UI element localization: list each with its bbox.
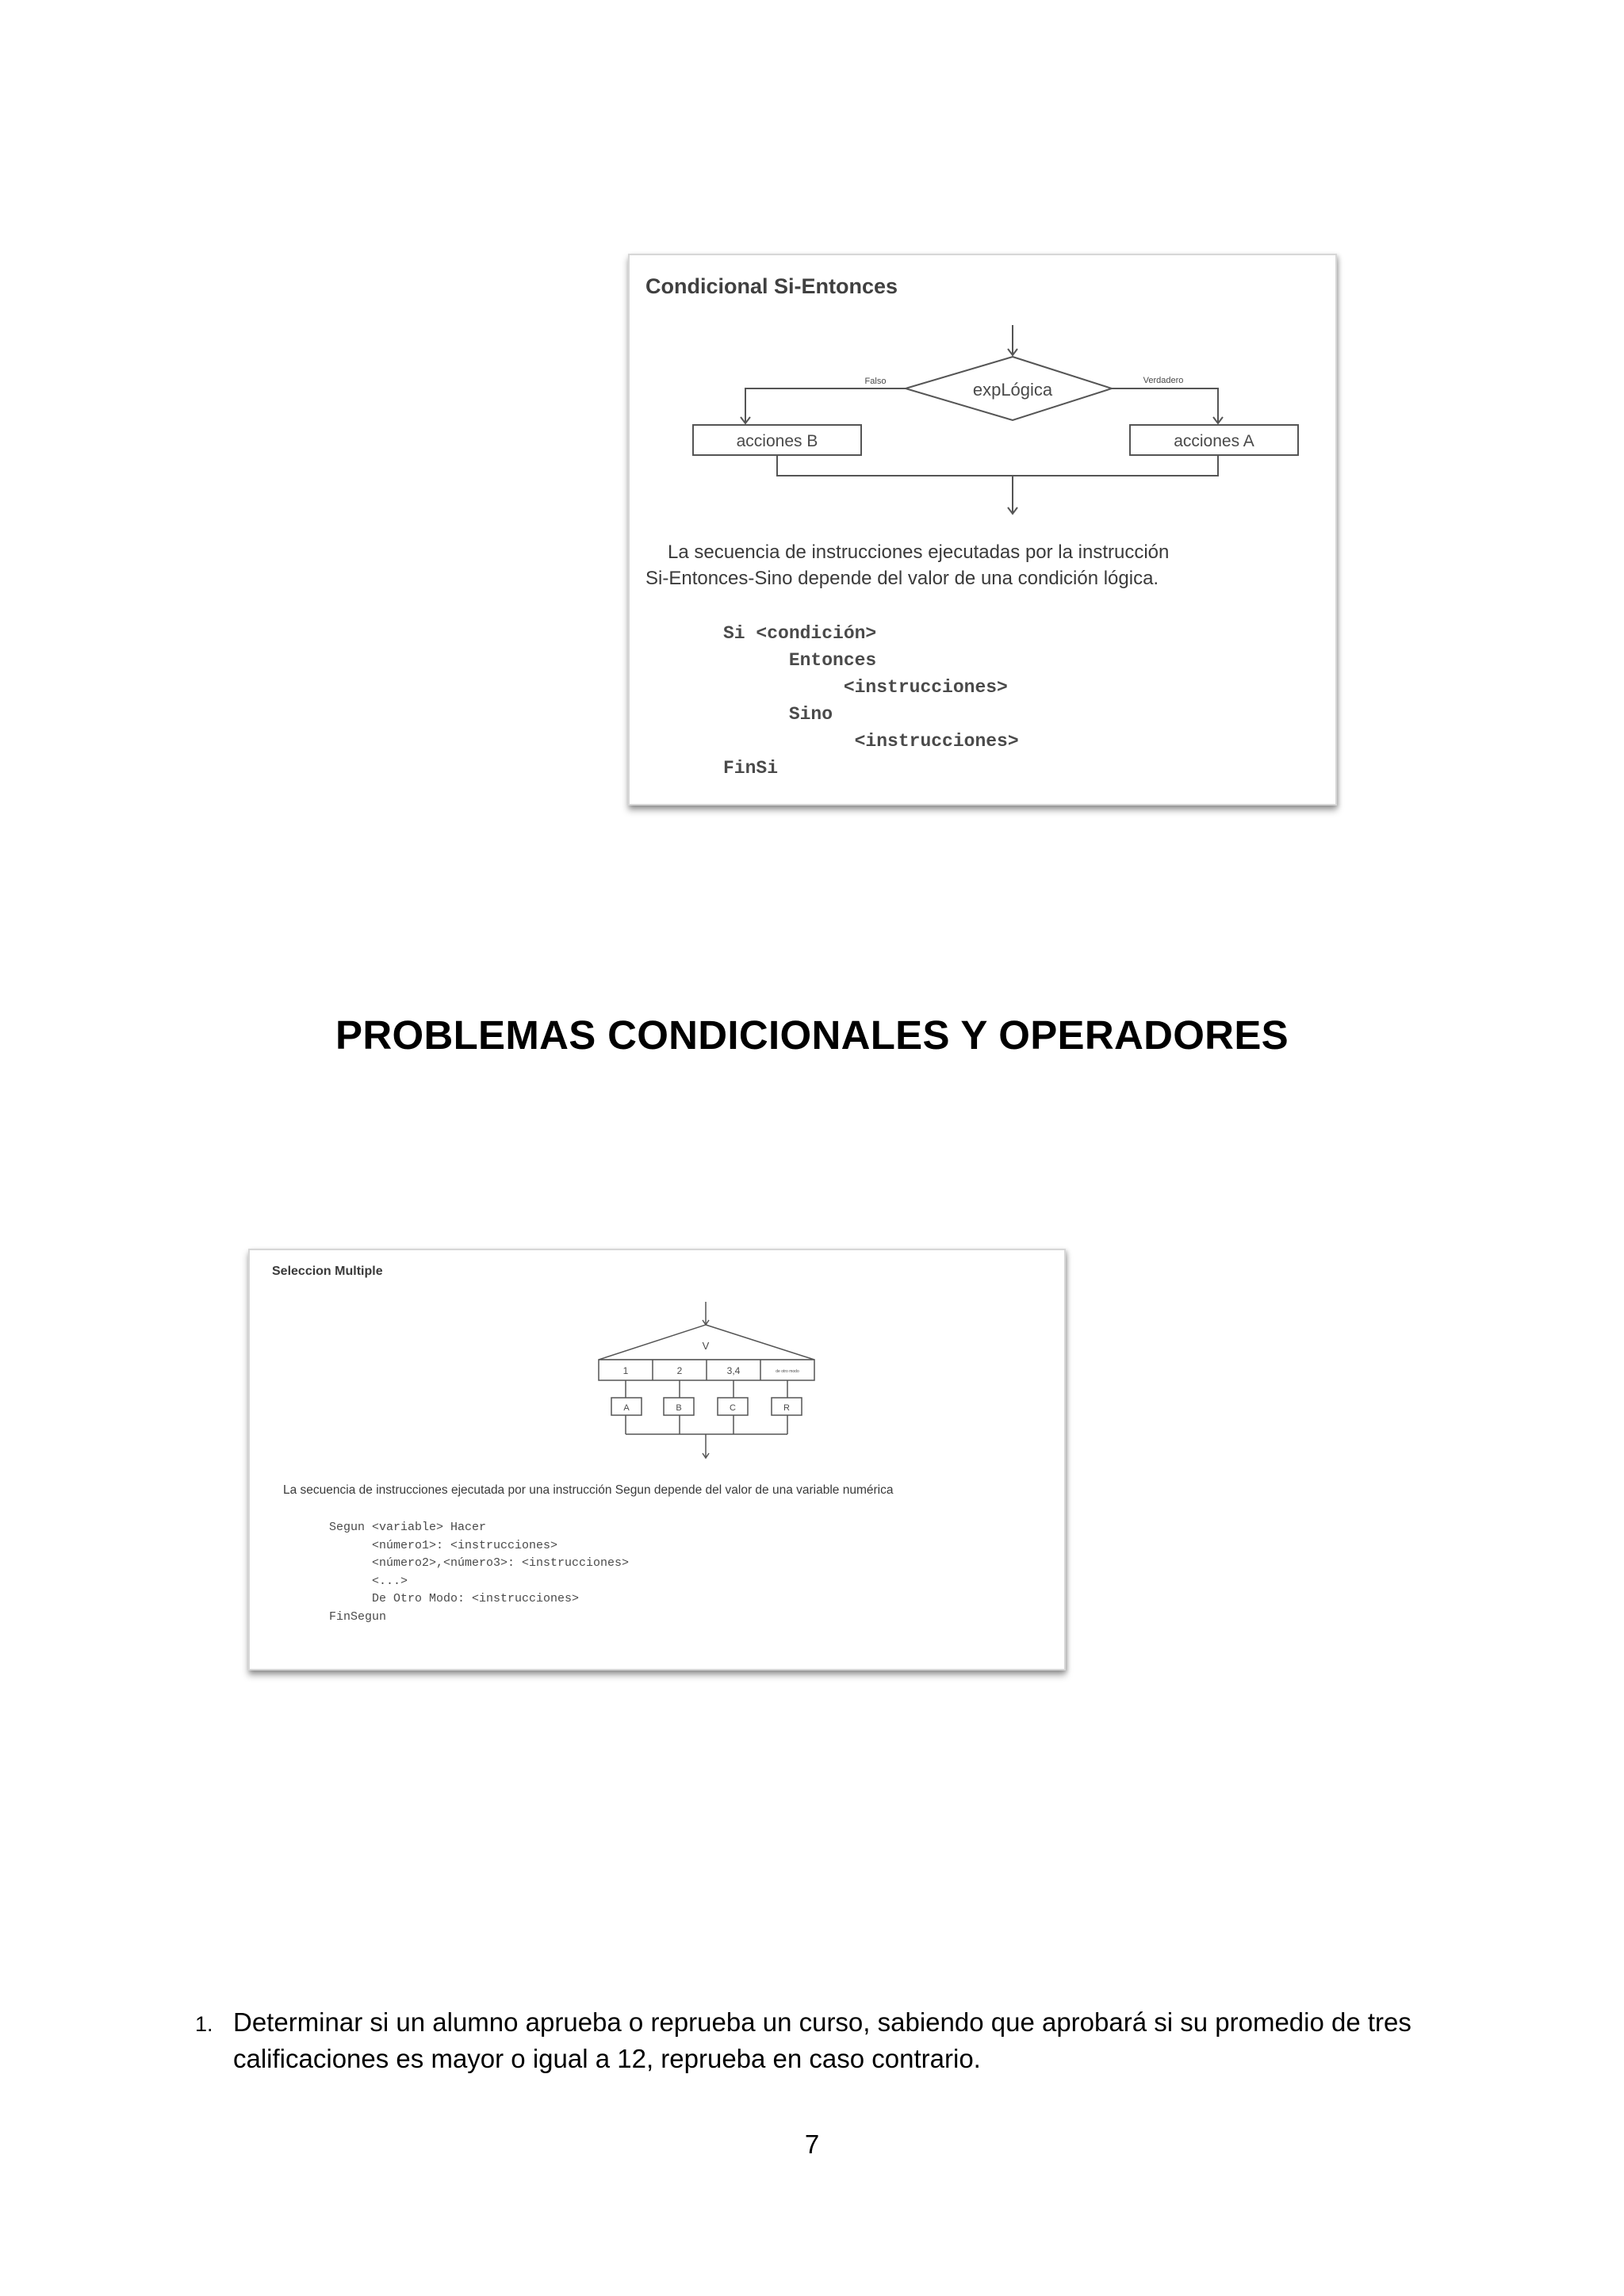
action-a-label: acciones A <box>1174 432 1254 450</box>
slide-description <box>645 539 1296 591</box>
condition-label: expLógica <box>972 380 1053 400</box>
slide-seleccion-multiple <box>248 1249 1066 1670</box>
slide-title: Condicional Si-Entonces <box>645 274 898 298</box>
pseudocode-block: Segun <variable> Hacer <número1>: <instrucciones> <número2>,<número3>: <instrucciones> <...> De Otro Modo: <instrucciones> FinSegun <box>329 1521 630 1624</box>
variable-label: V <box>702 1340 710 1352</box>
problem-list <box>195 2004 1432 2077</box>
action-label: R <box>783 1403 790 1413</box>
description-line-1: La secuencia de instrucciones ejecutadas por la instrucción <box>668 541 1170 563</box>
slide-description: La secuencia de instrucciones ejecutada por una instrucción Segun depende del valor de una variable numérica <box>283 1483 894 1497</box>
description-line-2: Si-Entonces-Sino depende del valor de una condición lógica. <box>645 568 1159 589</box>
slide-title: Seleccion Multiple <box>272 1265 383 1278</box>
true-branch-line <box>1112 388 1218 423</box>
action-label: A <box>623 1403 630 1413</box>
case-label: de otro modo <box>776 1369 799 1374</box>
case-label: 1 <box>622 1365 629 1376</box>
true-label: Verdadero <box>1143 376 1184 385</box>
list-item <box>195 2004 1432 2077</box>
false-label: Falso <box>864 377 887 386</box>
action-label: B <box>676 1403 682 1413</box>
action-label: C <box>730 1403 736 1413</box>
page-number: 7 <box>804 2130 820 2159</box>
slide-si-entonces <box>628 254 1337 806</box>
false-branch-line <box>745 388 906 423</box>
case-label: 3,4 <box>726 1365 741 1376</box>
case-label: 2 <box>676 1365 683 1376</box>
section-heading: PROBLEMAS CONDICIONALES Y OPERADORES <box>335 1012 1289 1058</box>
merge-line <box>777 455 1218 476</box>
action-b-label: acciones B <box>736 432 818 450</box>
list-item-text: Determinar si un alumno aprueba o reprueba un curso, sabiendo que aprobará si su promedio de tres calificaciones es mayor o igual a 12, reprueba en caso contrario. <box>233 2007 1411 2073</box>
pseudocode-block: Si <condición> Entonces <instrucciones> Sino <instrucciones> FinSi <box>723 623 1019 779</box>
list-item-number: 1. <box>195 2012 213 2036</box>
